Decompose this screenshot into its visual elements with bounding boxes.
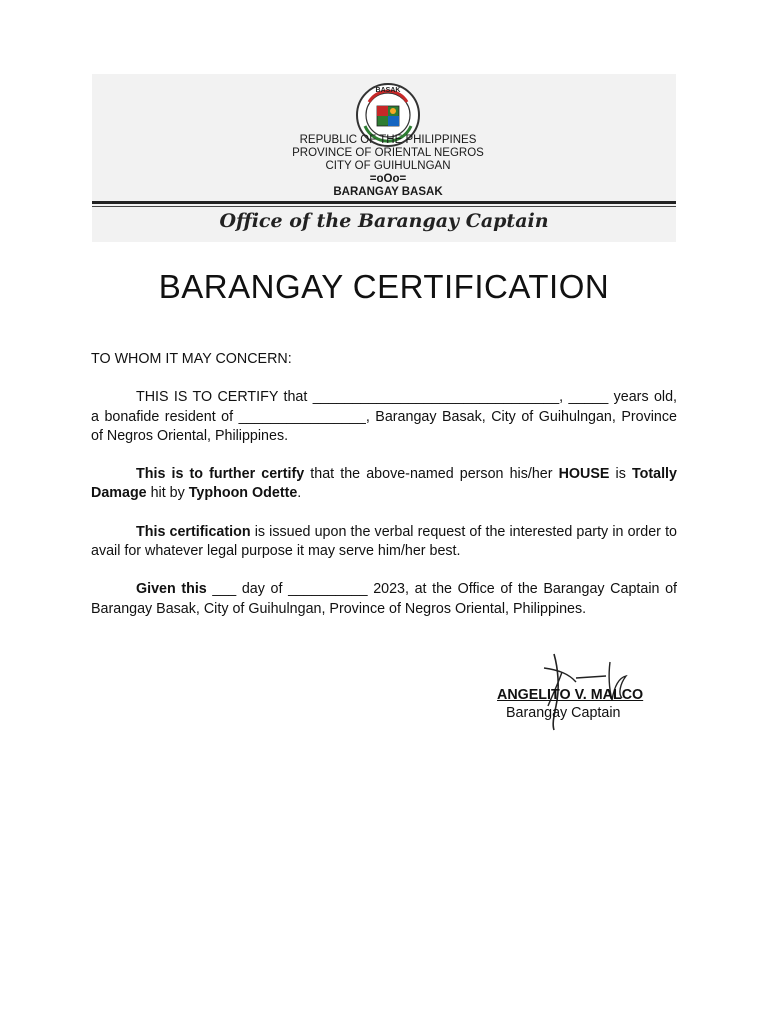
letterhead-text: [230, 134, 546, 199]
header-divider-thick: [92, 201, 676, 204]
header-barangay: BARANGAY BASAK: [333, 186, 443, 198]
salutation: TO WHOM IT MAY CONCERN:: [91, 351, 292, 367]
header-ornament: =oOo=: [369, 173, 407, 185]
office-title: Office of the Barangay Captain: [219, 210, 549, 232]
signatory-position: Barangay Captain: [506, 705, 621, 721]
paragraph-certify: THIS IS TO CERTIFY that _______________________________, _____ years old, a bonafide resident of ________________, Barangay Basak, City of Guihulngan, Province of Negros Oriental, Philippines.: [91, 389, 677, 444]
paragraph-given: Given this ___ day of __________ 2023, at the Office of the Barangay Captain of Barangay Basak, City of Guihulngan, Province of Negros Oriental, Philippines.: [91, 581, 677, 617]
paragraph-further-certify: This is to further certify that the above-named person his/her HOUSE is Totally Damage hit by Typhoon Odette.: [91, 466, 677, 502]
header-city: CITY OF GUIHULNGAN: [325, 160, 451, 172]
signatory-name: ANGELITO V. MALCO: [497, 687, 644, 703]
header-republic: REPUBLIC OF THE PHILIPPINES: [299, 134, 477, 146]
header-divider-thin: [92, 206, 676, 207]
certification-body: [91, 350, 677, 619]
document-title: BARANGAY CERTIFICATION: [158, 268, 610, 305]
header-province: PROVINCE OF ORIENTAL NEGROS: [292, 147, 484, 159]
svg-text:BASAK: BASAK: [375, 87, 401, 94]
paragraph-purpose: This certification is issued upon the verbal request of the interested party in order to avail for whatever legal purpose it may serve him/her best.: [91, 523, 677, 560]
